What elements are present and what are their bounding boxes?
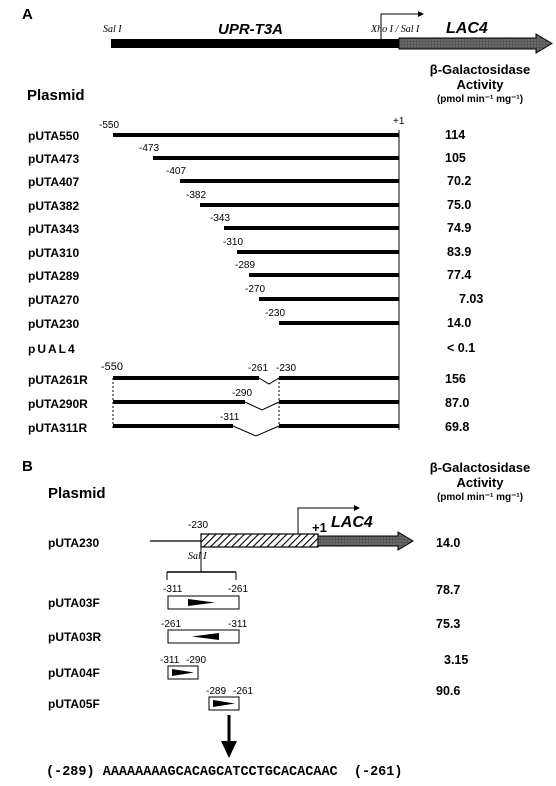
plasmid-pUTA290R: pUTA290R (28, 397, 88, 411)
bar-pUTA407 (180, 179, 399, 183)
uprt3a-hatched-box (201, 534, 318, 547)
activity-pUTA290R: 87.0 (445, 396, 470, 410)
plasmid-pUTA230-b: pUTA230 (48, 536, 100, 550)
activity-pUTA311R: 69.8 (445, 420, 470, 434)
lac4-label-a: LAC4 (446, 20, 488, 37)
activity-pUTA230-b: 14.0 (436, 536, 461, 550)
activity-header-a-line1: β-Galactosidase (429, 62, 531, 77)
plasmid-pUTA407: pUTA407 (28, 175, 80, 189)
start-label-pUTA310: -310 (223, 237, 244, 248)
plasmid-pUTA343: pUTA343 (28, 222, 80, 236)
pUTA290R-bar-left (113, 400, 245, 404)
activity-pUTA407: 70.2 (447, 174, 472, 188)
plasmid-pUTA473: pUTA473 (28, 152, 80, 166)
left-label-pUTA04F: -311 (160, 655, 180, 666)
activity-pUTA230: 14.0 (447, 316, 472, 330)
plasmid-pUAL4: pUAL4 (28, 342, 77, 356)
activity-pUTA03F: 78.7 (436, 583, 461, 597)
bar-pUTA343 (224, 226, 399, 230)
panel-b-label: B (22, 458, 33, 475)
bar-pUTA310 (237, 250, 399, 254)
right-label-pUTA03F: -261 (228, 584, 249, 595)
pUTA261R-gap (259, 378, 279, 384)
plasmid-pUTA382: pUTA382 (28, 199, 80, 213)
construct-plus-one: +1 (312, 520, 327, 535)
bar-pUTA270 (259, 297, 399, 301)
start-label-pUTA289: -289 (235, 260, 256, 271)
plasmid-pUTA03R: pUTA03R (48, 630, 102, 644)
lac4-label-b: LAC4 (331, 514, 373, 531)
plasmid-pUTA03F: pUTA03F (48, 596, 100, 610)
pUTA311R-bar-right (279, 424, 399, 428)
pUTA261R-bar-right (279, 376, 399, 380)
activity-pUTA310: 83.9 (447, 245, 472, 259)
activity-header-a (405, 62, 555, 107)
del-label-550: -550 (101, 361, 124, 373)
plasmid-pUTA270: pUTA270 (28, 293, 80, 307)
plasmid-pUTA261R: pUTA261R (28, 373, 88, 387)
pUTA290R-bar-right (279, 400, 399, 404)
start-label-pUTA407: -407 (166, 166, 187, 177)
right-label-pUTA05F: -261 (233, 686, 254, 697)
sal1-label-b: Sal I (188, 551, 207, 562)
activity-header-a-line2: Activity (456, 77, 504, 92)
del-label-311: -311 (220, 412, 240, 423)
plus-one-label-a: +1 (393, 116, 405, 127)
plasmid-header-a: Plasmid (27, 87, 85, 104)
start-label-pUTA343: -343 (210, 213, 231, 224)
panel-a-label: A (22, 6, 33, 23)
plasmid-pUTA550: pUTA550 (28, 129, 80, 143)
activity-pUTA04F: 3.15 (444, 653, 469, 667)
left-label-pUTA03F: -311 (163, 584, 183, 595)
plasmid-pUTA05F: pUTA05F (48, 697, 100, 711)
plasmid-pUTA230: pUTA230 (28, 317, 80, 331)
construct-pos-label: -230 (188, 520, 209, 531)
plasmid-pUTA04F: pUTA04F (48, 666, 100, 680)
activity-pUTA05F: 90.6 (436, 684, 461, 698)
right-label-pUTA03R: -311 (228, 619, 248, 630)
lac4-arrow-b (318, 532, 413, 550)
start-label-pUTA473: -473 (139, 143, 160, 154)
del-label-230: -230 (276, 363, 297, 374)
del-label-290: -290 (232, 388, 253, 399)
activity-header-a-unit: (pmol min⁻¹ mg⁻¹) (436, 94, 524, 105)
transcription-start-arrowhead-a (418, 11, 424, 17)
activity-pUTA343: 74.9 (447, 221, 472, 235)
start-label-pUTA270: -270 (245, 284, 266, 295)
activity-pUTA261R: 156 (445, 372, 466, 386)
sequence-start: (-289) (46, 765, 95, 780)
sequence-line (46, 765, 402, 780)
bar-pUTA289 (249, 273, 399, 277)
activity-pUTA270: 7.03 (459, 292, 484, 306)
activity-pUAL4: < 0.1 (447, 341, 476, 355)
plasmid-pUTA289: pUTA289 (28, 269, 80, 283)
activity-header-b (405, 460, 555, 505)
plasmid-pUTA310: pUTA310 (28, 246, 80, 260)
plasmid-pUTA311R: pUTA311R (28, 421, 88, 435)
left-label-pUTA03R: -261 (161, 619, 182, 630)
start-label-pUTA230: -230 (265, 308, 286, 319)
uprt3a-bar (111, 39, 399, 48)
bar-pUTA473 (153, 156, 399, 160)
pUTA311R-gap (233, 426, 279, 436)
pUTA311R-bar-left (113, 424, 233, 428)
xho-sal-label: Xho I / Sal I (371, 24, 420, 35)
plasmid-header-b: Plasmid (48, 485, 106, 502)
start-label-pUTA550: -550 (99, 120, 120, 131)
del-label-261: -261 (248, 363, 269, 374)
activity-header-b-line2: Activity (456, 475, 504, 490)
pUTA290R-gap (245, 402, 279, 410)
pUTA261R-bar-left (113, 376, 259, 380)
activity-pUTA473: 105 (445, 151, 466, 165)
bar-pUTA230 (279, 321, 399, 325)
sequence-bases: AAAAAAAAGCACAGCATCCTGCACACAAC (102, 765, 338, 780)
activity-pUTA382: 75.0 (447, 198, 472, 212)
activity-header-b-unit: (pmol min⁻¹ mg⁻¹) (436, 492, 524, 503)
uprt3a-label: UPR-T3A (218, 21, 284, 38)
transcription-start-arrowhead-b (354, 505, 360, 511)
sal1-label-a: Sal I (103, 24, 122, 35)
start-label-pUTA382: -382 (186, 190, 207, 201)
bar-pUTA382 (200, 203, 399, 207)
activity-pUTA550: 114 (445, 128, 466, 142)
right-label-pUTA04F: -290 (186, 655, 207, 666)
activity-pUTA289: 77.4 (447, 268, 472, 282)
activity-pUTA03R: 75.3 (436, 617, 461, 631)
left-label-pUTA05F: -289 (206, 686, 227, 697)
activity-header-b-line1: β-Galactosidase (429, 460, 531, 475)
sequence-end: (-261) (353, 765, 403, 780)
bar-pUTA550 (113, 133, 399, 137)
sequence-pointer-head (221, 741, 237, 758)
